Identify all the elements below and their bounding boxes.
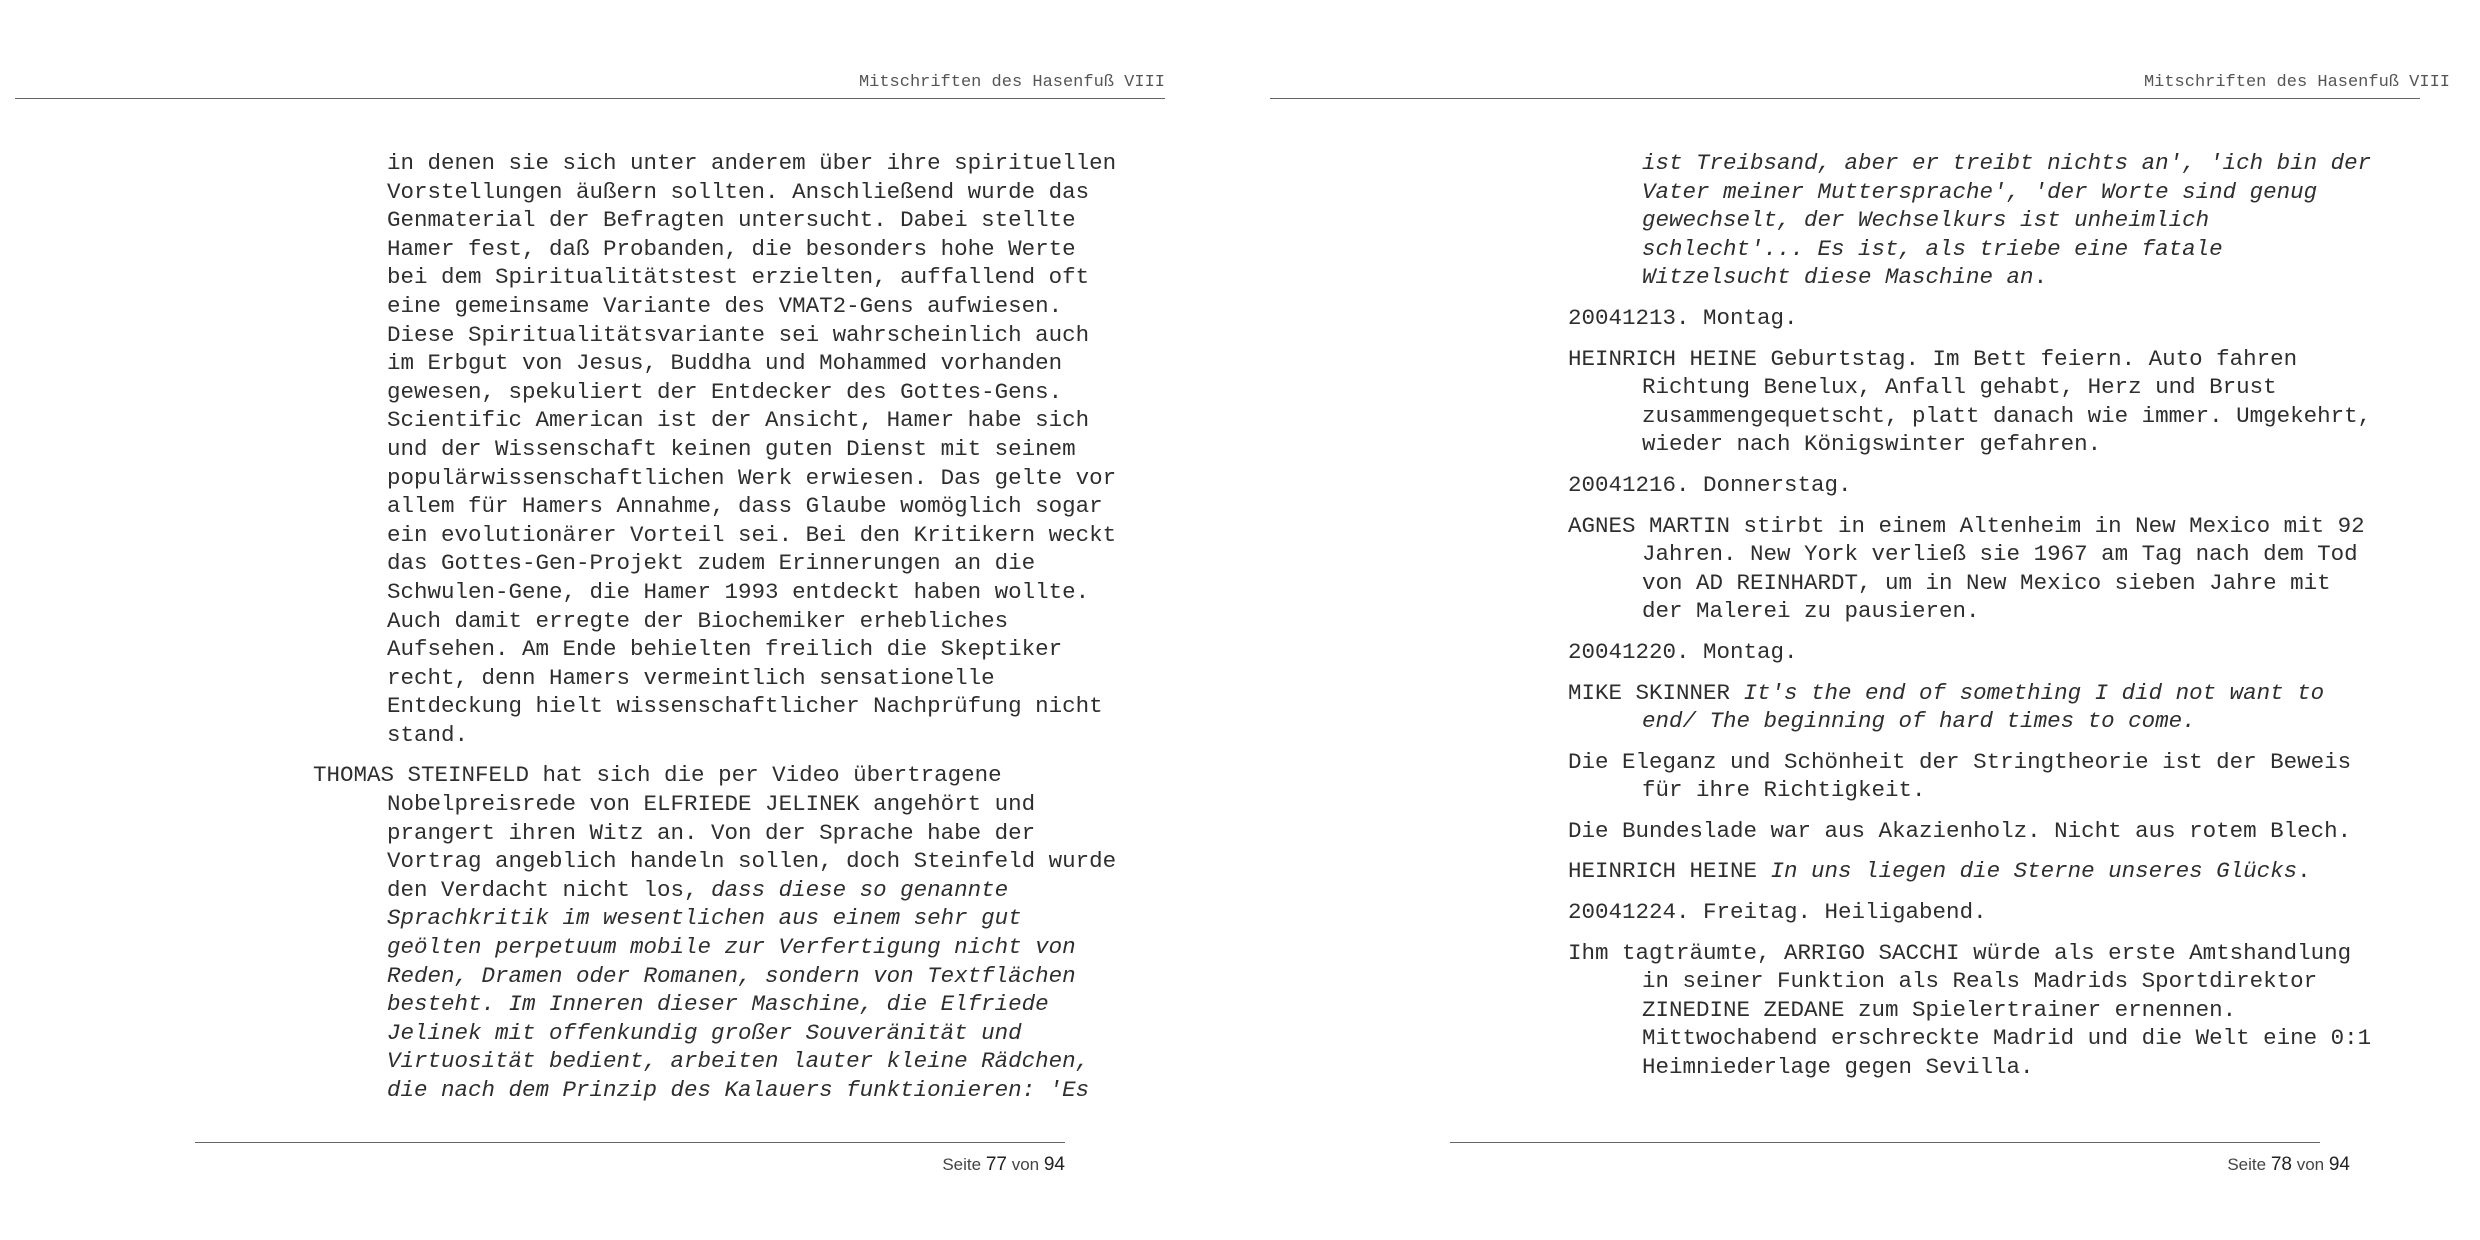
text-line bbox=[313, 578, 1116, 607]
text-run: Ihm tagträumte, ARRIGO SACCHI würde als erste Amtshandlung bbox=[1568, 939, 2352, 966]
italic-text: Vater meiner Muttersprache', 'der Worte sind genug bbox=[1642, 178, 2318, 205]
text-line bbox=[313, 692, 1116, 721]
text-run: und der Wissenschaft keinen guten Dienst mit seinem bbox=[387, 435, 1076, 462]
text-run: 20041213. Montag. bbox=[1568, 304, 1798, 331]
text-run: Mittwochabend erschreckte Madrid und die Welt eine 0:1 bbox=[1642, 1025, 2372, 1052]
text-run: stand. bbox=[387, 721, 469, 748]
text-run: Genmaterial der Befragten untersucht. Dabei stellte bbox=[387, 207, 1076, 234]
italic-text: dass diese so genannte bbox=[711, 876, 1009, 903]
text-line bbox=[1568, 776, 2371, 805]
text-run: allem für Hamers Annahme, dass Glaube womöglich sogar bbox=[387, 493, 1103, 520]
paragraph bbox=[1568, 149, 2371, 292]
italic-text: Jelinek mit offenkundig großer Souveränität und bbox=[387, 1019, 1022, 1046]
text-run: Nobelpreisrede von ELFRIEDE JELINEK angehört und bbox=[387, 791, 1036, 818]
text-line bbox=[1568, 569, 2371, 598]
page-number: 78 bbox=[2270, 1154, 2292, 1175]
text-run: den Verdacht nicht los, bbox=[387, 876, 712, 903]
text-line bbox=[1568, 898, 2371, 927]
text-line bbox=[313, 406, 1116, 435]
text-line bbox=[1568, 373, 2371, 402]
text-run: gewesen, spekuliert der Entdecker des Gottes-Gens. bbox=[387, 378, 1063, 405]
text-line bbox=[313, 149, 1116, 178]
text-line bbox=[313, 607, 1116, 636]
text-line bbox=[1568, 1024, 2371, 1053]
text-run: von AD REINHARDT, um in New Mexico sieben Jahre mit bbox=[1642, 569, 2331, 596]
text-run: HEINRICH HEINE bbox=[1568, 858, 1771, 885]
text-line bbox=[313, 321, 1116, 350]
text-line bbox=[313, 464, 1116, 493]
paragraph bbox=[1568, 512, 2371, 626]
text-line bbox=[1568, 512, 2371, 541]
text-line bbox=[1568, 597, 2371, 626]
paragraph bbox=[1568, 857, 2371, 886]
page-total: 94 bbox=[1043, 1154, 1065, 1175]
text-run: prangert ihren Witz an. Von der Sprache habe der bbox=[387, 819, 1036, 846]
text-run: im Erbgut von Jesus, Buddha und Mohammed vorhanden bbox=[387, 350, 1063, 377]
text-run: der Malerei zu pausieren. bbox=[1642, 598, 1980, 625]
text-line bbox=[313, 635, 1116, 664]
text-line bbox=[313, 876, 1116, 905]
text-line bbox=[1568, 206, 2371, 235]
text-run: in seiner Funktion als Reals Madrids Sportdirektor bbox=[1642, 968, 2318, 995]
text-run: . bbox=[2297, 858, 2311, 885]
text-run: 20041224. Freitag. Heiligabend. bbox=[1568, 899, 1987, 926]
text-line bbox=[313, 263, 1116, 292]
text-line bbox=[1568, 263, 2371, 292]
text-run: ZINEDINE ZEDANE zum Spielertrainer ernennen. bbox=[1642, 996, 2237, 1023]
page-footer bbox=[942, 1154, 1065, 1176]
paragraph bbox=[1568, 304, 2371, 333]
text-line bbox=[313, 904, 1116, 933]
text-line bbox=[1568, 178, 2371, 207]
text-run: 20041216. Donnerstag. bbox=[1568, 471, 1852, 498]
running-header: Mitschriften des Hasenfuß VIII bbox=[858, 73, 1165, 92]
text-run: zusammengequetscht, platt danach wie immer. Umgekehrt, bbox=[1642, 402, 2372, 429]
text-run: AGNES MARTIN stirbt in einem Altenheim in New Mexico mit 92 bbox=[1568, 512, 2365, 539]
text-run: Schwulen-Gene, die Hamer 1993 entdeckt haben wollte. bbox=[387, 578, 1090, 605]
paragraph bbox=[1568, 638, 2371, 667]
text-run: Auch damit erregte der Biochemiker erhebliches bbox=[387, 607, 1009, 634]
paragraph bbox=[1568, 345, 2371, 459]
running-header: Mitschriften des Hasenfuß VIII bbox=[2143, 73, 2450, 92]
text-run: populärwissenschaftlichen Werk erwiesen. Das gelte vor bbox=[387, 464, 1117, 491]
text-run: Heimniederlage gegen Sevilla. bbox=[1642, 1054, 2034, 1081]
text-run: für ihre Richtigkeit. bbox=[1642, 777, 1926, 804]
italic-text: gewechselt, der Wechselkurs ist unheimlich bbox=[1642, 207, 2210, 234]
footer-label: Seite bbox=[942, 1155, 982, 1174]
text-run: 20041220. Montag. bbox=[1568, 638, 1798, 665]
text-line bbox=[1568, 304, 2371, 333]
italic-text: schlecht'... Es ist, als triebe eine fatale bbox=[1642, 235, 2223, 262]
text-run: das Gottes-Gen-Projekt zudem Erinnerungen an die bbox=[387, 550, 1036, 577]
text-run: Vortrag angeblich handeln sollen, doch Steinfeld wurde bbox=[387, 848, 1117, 875]
paragraph bbox=[1568, 817, 2371, 846]
text-line bbox=[1568, 471, 2371, 500]
text-line bbox=[313, 206, 1116, 235]
text-line bbox=[1568, 857, 2371, 886]
paragraph bbox=[1568, 748, 2371, 805]
text-run: . bbox=[2033, 264, 2048, 291]
text-line bbox=[313, 819, 1116, 848]
text-line bbox=[313, 292, 1116, 321]
text-line bbox=[1568, 345, 2371, 374]
text-line bbox=[1568, 540, 2371, 569]
text-line bbox=[313, 847, 1116, 876]
paragraph bbox=[1568, 679, 2371, 736]
italic-text: ist Treibsand, aber er treibt nichts an', 'ich bin der bbox=[1642, 150, 2372, 176]
text-line bbox=[1568, 748, 2371, 777]
italic-text: Sprachkritik im wesentlichen aus einem sehr gut bbox=[387, 905, 1022, 932]
text-line bbox=[1568, 430, 2371, 459]
italic-text: Witzelsucht diese Maschine an bbox=[1642, 264, 2034, 291]
text-line bbox=[313, 962, 1116, 991]
page-footer bbox=[2227, 1154, 2350, 1176]
text-run: Richtung Benelux, Anfall gehabt, Herz und Brust bbox=[1642, 374, 2277, 401]
page-body bbox=[313, 149, 1116, 1117]
italic-text: besteht. Im Inneren dieser Maschine, die Elfriede bbox=[387, 991, 1049, 1018]
text-run: Entdeckung hielt wissenschaftlicher Nachprüfung nicht bbox=[387, 693, 1103, 720]
text-run: Die Eleganz und Schönheit der Stringtheorie ist der Beweis bbox=[1568, 748, 2352, 775]
text-line bbox=[313, 235, 1116, 264]
text-line bbox=[1568, 707, 2371, 736]
text-run: Die Bundeslade war aus Akazienholz. Nicht aus rotem Blech. bbox=[1568, 817, 2352, 844]
text-line bbox=[1568, 996, 2371, 1025]
text-line bbox=[313, 492, 1116, 521]
text-line bbox=[313, 933, 1116, 962]
text-line bbox=[313, 349, 1116, 378]
text-line bbox=[313, 435, 1116, 464]
text-line bbox=[1568, 638, 2371, 667]
paragraph bbox=[1568, 939, 2371, 1082]
text-line bbox=[1568, 679, 2371, 708]
text-run: recht, denn Hamers vermeintlich sensationelle bbox=[387, 664, 995, 691]
paragraph bbox=[1568, 898, 2371, 927]
text-run: Aufsehen. Am Ende behielten freilich die Skeptiker bbox=[387, 636, 1063, 663]
text-line bbox=[313, 664, 1116, 693]
text-run: Diese Spiritualitätsvariante sei wahrscheinlich auch bbox=[387, 321, 1090, 348]
italic-text: die nach dem Prinzip des Kalauers funktionieren: 'Es bbox=[387, 1077, 1090, 1103]
page-number: 77 bbox=[985, 1154, 1007, 1175]
text-line bbox=[1568, 1053, 2371, 1082]
footer-label: Seite bbox=[2227, 1155, 2267, 1174]
paragraph bbox=[313, 761, 1116, 1104]
text-line bbox=[313, 761, 1116, 790]
text-line bbox=[313, 1019, 1116, 1048]
header-rule bbox=[15, 98, 1165, 99]
text-line bbox=[313, 790, 1116, 819]
text-run: Hamer fest, daß Probanden, die besonders hohe Werte bbox=[387, 235, 1076, 262]
text-line bbox=[313, 549, 1116, 578]
italic-text: geölten perpetuum mobile zur Verfertigung nicht von bbox=[387, 934, 1076, 961]
text-line bbox=[1568, 817, 2371, 846]
text-run: in denen sie sich unter anderem über ihre spirituellen bbox=[387, 150, 1117, 176]
text-line bbox=[313, 990, 1116, 1019]
italic-text: In uns liegen die Sterne unseres Glücks bbox=[1770, 858, 2298, 885]
text-line bbox=[1568, 402, 2371, 431]
italic-text: Virtuosität bedient, arbeiten lauter kleine Rädchen, bbox=[387, 1048, 1090, 1075]
text-line bbox=[1568, 939, 2371, 968]
text-line bbox=[313, 378, 1116, 407]
text-run: Vorstellungen äußern sollten. Anschließend wurde das bbox=[387, 178, 1090, 205]
text-line bbox=[313, 721, 1116, 750]
right-page bbox=[1255, 0, 2480, 1240]
text-line bbox=[313, 521, 1116, 550]
text-line bbox=[313, 1047, 1116, 1076]
text-line bbox=[313, 1076, 1116, 1105]
italic-text: end/ The beginning of hard times to come. bbox=[1642, 708, 2196, 735]
footer-rule bbox=[195, 1142, 1065, 1143]
footer-of: von bbox=[2296, 1155, 2325, 1174]
text-line bbox=[1568, 149, 2371, 178]
text-line bbox=[1568, 235, 2371, 264]
text-run: MIKE SKINNER bbox=[1568, 679, 1744, 706]
text-run: THOMAS STEINFELD hat sich die per Video übertragene bbox=[313, 762, 1002, 789]
text-line bbox=[1568, 967, 2371, 996]
text-run: ein evolutionärer Vorteil sei. Bei den Kritikern weckt bbox=[387, 521, 1117, 548]
italic-text: Reden, Dramen oder Romanen, sondern von Textflächen bbox=[387, 962, 1076, 989]
paragraph bbox=[1568, 471, 2371, 500]
paragraph bbox=[313, 149, 1116, 749]
text-run: Scientific American ist der Ansicht, Hamer habe sich bbox=[387, 407, 1090, 434]
text-run: wieder nach Königswinter gefahren. bbox=[1642, 431, 2102, 458]
page-total: 94 bbox=[2328, 1154, 2350, 1175]
header-rule bbox=[1270, 98, 2420, 99]
text-run: HEINRICH HEINE Geburtstag. Im Bett feiern. Auto fahren bbox=[1568, 345, 2298, 372]
text-run: eine gemeinsame Variante des VMAT2-Gens aufwiesen. bbox=[387, 292, 1063, 319]
text-run: Jahren. New York verließ sie 1967 am Tag nach dem Tod bbox=[1642, 541, 2358, 568]
footer-of: von bbox=[1011, 1155, 1040, 1174]
text-line bbox=[313, 178, 1116, 207]
text-run: bei dem Spiritualitätstest erzielten, auffallend oft bbox=[387, 264, 1090, 291]
page-body bbox=[1568, 149, 2371, 1094]
italic-text: It's the end of something I did not want to bbox=[1743, 679, 2325, 706]
footer-rule bbox=[1450, 1142, 2320, 1143]
